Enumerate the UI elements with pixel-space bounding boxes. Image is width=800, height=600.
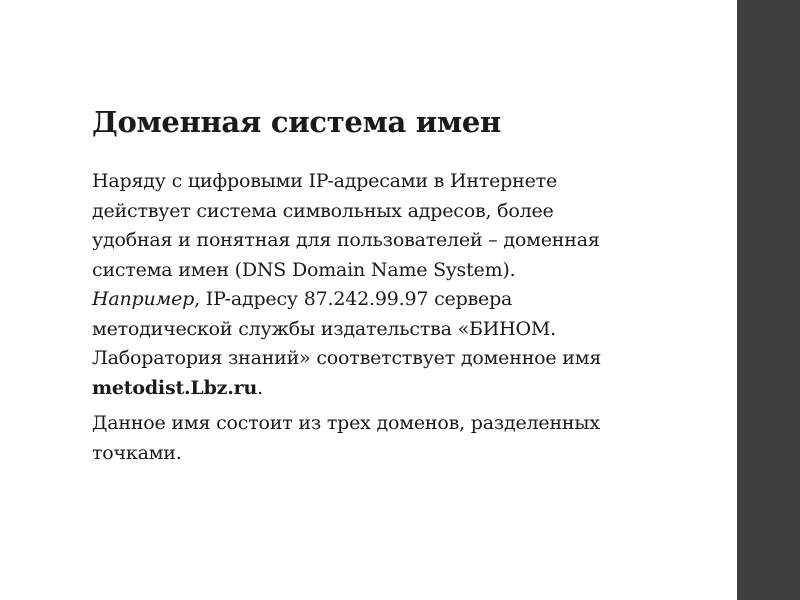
- text-line: , IP-адресу 87.242.99.97 сервера: [194, 288, 513, 310]
- text-line: методической службы издательства «БИНОМ.: [92, 317, 557, 340]
- text-line: Наряду с цифровыми IP-адресами в Интернете: [92, 170, 558, 192]
- paragraph-domain-structure: [92, 409, 732, 468]
- example-emphasis: Например: [92, 288, 195, 310]
- text-line: .: [257, 376, 263, 399]
- paragraph-dns-intro: [92, 167, 732, 403]
- text-line: точками.: [92, 441, 182, 464]
- text-line: Лаборатория знаний» соответствует доменное имя: [92, 347, 602, 369]
- text-line: Данное имя состоит из трех доменов, разделенных: [92, 412, 600, 434]
- text-line: удобная и понятная для пользователей – доменная: [92, 229, 600, 251]
- slide-title: Доменная система имен: [92, 105, 501, 139]
- domain-name: metodist.Lbz.ru: [92, 376, 258, 399]
- decorative-sidebar: [737, 0, 800, 600]
- text-line: действует система символьных адресов, более: [92, 199, 554, 222]
- slide-body: [92, 167, 732, 468]
- text-line: система имен (DNS Domain Name System).: [92, 258, 516, 281]
